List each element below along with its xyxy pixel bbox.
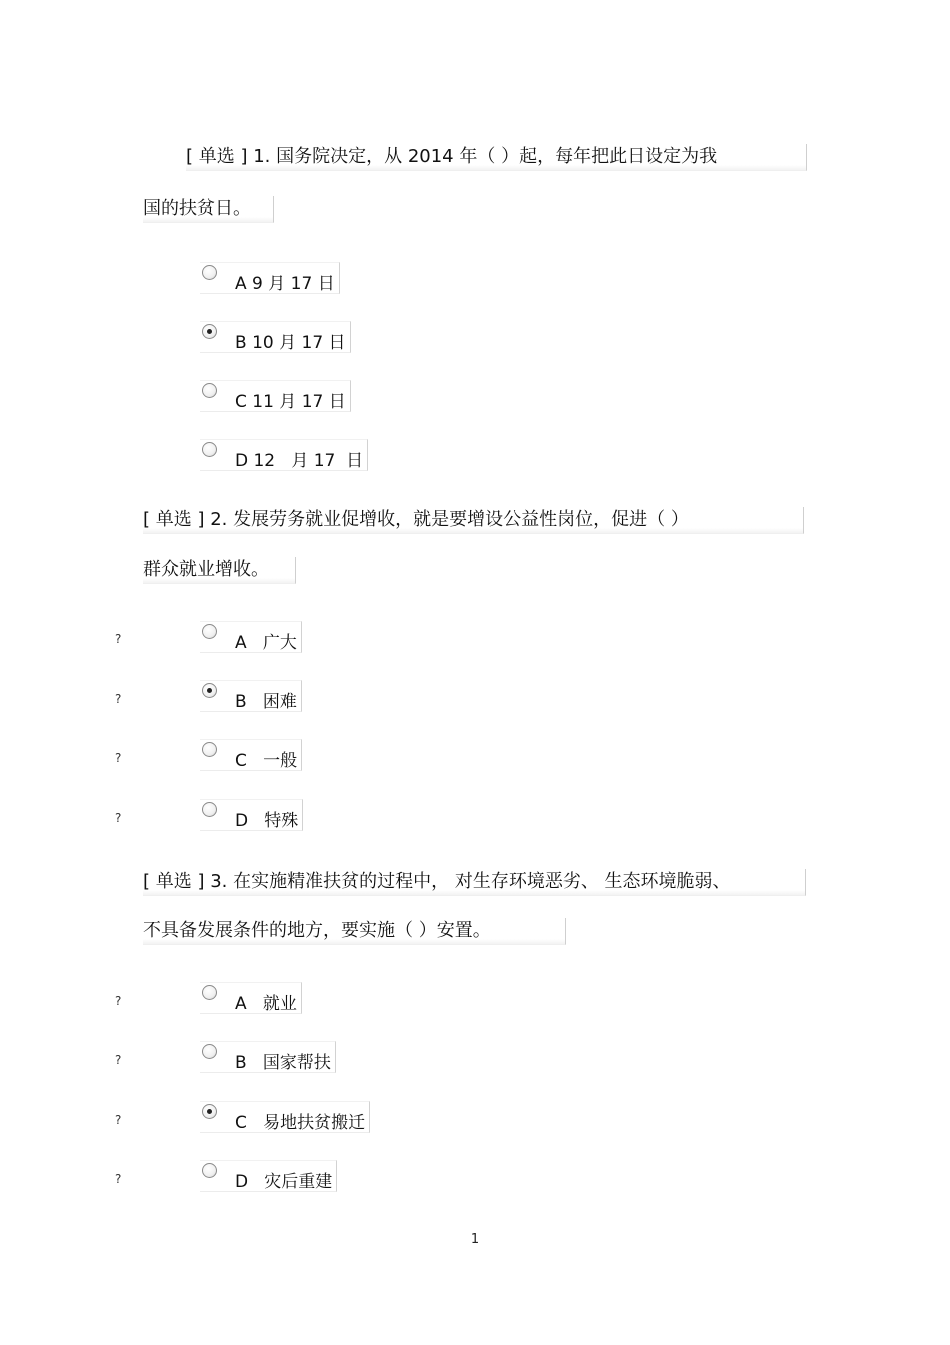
radio-unchecked-icon[interactable] xyxy=(202,742,217,757)
option-label: D 特殊 xyxy=(235,810,299,831)
radio-unchecked-icon[interactable] xyxy=(202,1163,217,1178)
radio-unchecked-icon[interactable] xyxy=(202,624,217,639)
question-2-option-a[interactable] xyxy=(200,621,302,653)
option-label: A 就业 xyxy=(235,993,297,1014)
radio-unchecked-icon[interactable] xyxy=(202,1044,217,1059)
option-label: B 国家帮扶 xyxy=(235,1052,331,1073)
radio-checked-icon[interactable] xyxy=(202,324,217,339)
question-3-line-2: 不具备发展条件的地方，要实施（ ）安置。 xyxy=(143,918,566,945)
option-label: A 9 月 17 日 xyxy=(235,273,335,294)
question-mark: ? xyxy=(115,1113,122,1127)
question-2-line-2: 群众就业增收。 xyxy=(143,557,296,584)
option-label: B 困难 xyxy=(235,691,297,712)
question-mark: ? xyxy=(115,1053,122,1067)
page-number: 1 xyxy=(470,1232,480,1247)
question-2-option-b[interactable] xyxy=(200,680,302,712)
question-mark: ? xyxy=(115,692,122,706)
radio-unchecked-icon[interactable] xyxy=(202,442,217,457)
option-label: C 易地扶贫搬迁 xyxy=(235,1112,366,1133)
option-label: C 11 月 17 日 xyxy=(235,391,346,412)
radio-unchecked-icon[interactable] xyxy=(202,985,217,1000)
question-3-option-b[interactable] xyxy=(200,1041,336,1073)
option-label: C 一般 xyxy=(235,750,298,771)
question-1-line-2: 国的扶贫日。 xyxy=(143,196,274,223)
question-3-option-c[interactable] xyxy=(200,1101,370,1133)
option-label: B 10 月 17 日 xyxy=(235,332,346,353)
question-1-option-a[interactable] xyxy=(200,262,340,294)
radio-unchecked-icon[interactable] xyxy=(202,383,217,398)
question-2-option-c[interactable] xyxy=(200,739,302,771)
question-mark: ? xyxy=(115,994,122,1008)
option-label: A 广大 xyxy=(235,632,297,653)
question-2-line-1: [ 单选 ] 2. 发展劳务就业促增收，就是要增设公益性岗位，促进（ ） xyxy=(143,507,804,534)
radio-unchecked-icon[interactable] xyxy=(202,265,217,280)
radio-checked-icon[interactable] xyxy=(202,1104,217,1119)
question-3-option-a[interactable] xyxy=(200,982,302,1014)
question-3-line-1: [ 单选 ] 3. 在实施精准扶贫的过程中， 对生存环境恶劣、 生态环境脆弱、 xyxy=(143,869,806,896)
question-1-option-b[interactable] xyxy=(200,321,351,353)
radio-checked-icon[interactable] xyxy=(202,683,217,698)
question-3-option-d[interactable] xyxy=(200,1160,337,1192)
question-mark: ? xyxy=(115,751,122,765)
question-1-line-1: [ 单选 ] 1. 国务院决定，从 2014 年（ ）起，每年把此日设定为我 xyxy=(186,144,807,171)
question-mark: ? xyxy=(115,1172,122,1186)
question-2-option-d[interactable] xyxy=(200,799,303,831)
question-1-option-d[interactable] xyxy=(200,439,368,471)
option-label: D 12 月 17 日 xyxy=(235,450,364,471)
question-mark: ? xyxy=(115,632,122,646)
radio-unchecked-icon[interactable] xyxy=(202,802,217,817)
question-mark: ? xyxy=(115,811,122,825)
option-label: D 灾后重建 xyxy=(235,1171,333,1192)
question-1-option-c[interactable] xyxy=(200,380,351,412)
